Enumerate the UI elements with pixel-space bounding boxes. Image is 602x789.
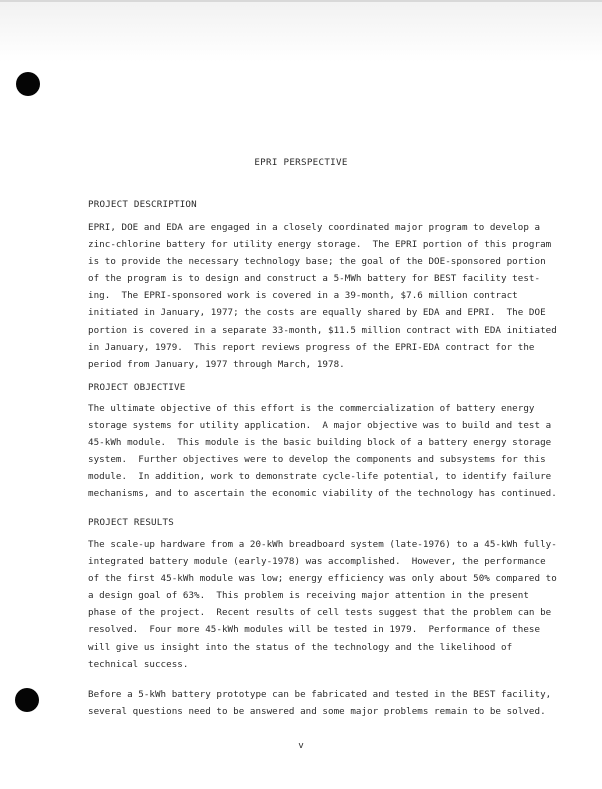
results-paragraph [88,536,557,673]
text-line: a design goal of 63%. This problem is receiving major attention in the present [88,590,529,602]
text-line: resolved. Four more 45-kWh modules will be tested in 1979. Performance of these [88,624,541,636]
description-paragraph [88,219,557,373]
text-line: 45-kWh module. This module is the basic building block of a battery energy storage [88,437,552,449]
text-line: The ultimate objective of this effort is the commercialization of battery energy [88,403,535,414]
section-heading-objective: PROJECT OBJECTIVE [88,382,186,393]
text-line: initiated in January, 1977; the costs are equally shared by EDA and EPRI. The DOE [88,307,546,319]
text-line: phase of the project. Recent results of cell tests suggest that the problem can be [88,607,552,619]
text-line: of the first 45-kWh module was low; energy efficiency was only about 50% compared to [88,573,557,585]
text-line: several questions need to be answered and some major problems remain to be solved. [88,706,546,718]
scan-shading [0,0,602,62]
text-line: will give us insight into the status of the technology and the likelihood of [88,641,513,653]
text-line: zinc-chlorine battery for utility energy storage. The EPRI portion of this program [88,239,552,251]
page-number: v [298,740,304,751]
section-heading-results: PROJECT RESULTS [88,517,174,528]
text-line: integrated battery module (early-1978) was accomplished. However, the performance [88,556,546,568]
text-line: portion is covered in a separate 33-month, $11.5 million contract with EDA initiated [88,324,557,336]
punch-hole-top [16,72,40,96]
text-line: EPRI, DOE and EDA are engaged in a closely coordinated major program to develop a [88,222,541,233]
text-line: is to provide the necessary technology base; the goal of the DOE-sponsored portion [88,256,546,268]
text-line: storage systems for utility application. A major objective was to build and test a [88,420,552,432]
scan-edge [0,0,602,2]
text-line: system. Further objectives were to develop the components and subsystems for this [88,454,546,466]
text-line: The scale-up hardware from a 20-kWh breadboard system (late-1976) to a 45-kWh fully- [88,539,557,550]
section-heading-description: PROJECT DESCRIPTION [88,199,197,210]
text-line: ing. The EPRI-sponsored work is covered in a 39-month, $7.6 million contract [88,290,518,302]
text-line: period from January, 1977 through March, 1978. [88,358,345,370]
text-line: technical success. [88,658,189,670]
text-line: mechanisms, and to ascertain the economic viability of the technology has continued. [88,488,557,500]
text-line: of the program is to design and construct a 5-MWh battery for BEST facility test- [88,273,541,285]
text-line: in January, 1979. This report reviews progress of the EPRI-EDA contract for the [88,341,535,353]
punch-hole-bottom [15,688,39,712]
closing-paragraph [88,686,552,720]
text-line: Before a 5-kWh battery prototype can be fabricated and tested in the BEST facility, [88,689,552,700]
objective-paragraph [88,400,557,503]
page-title: EPRI PERSPECTIVE [254,157,348,168]
text-line: module. In addition, work to demonstrate cycle-life potential, to identify failure [88,471,552,483]
